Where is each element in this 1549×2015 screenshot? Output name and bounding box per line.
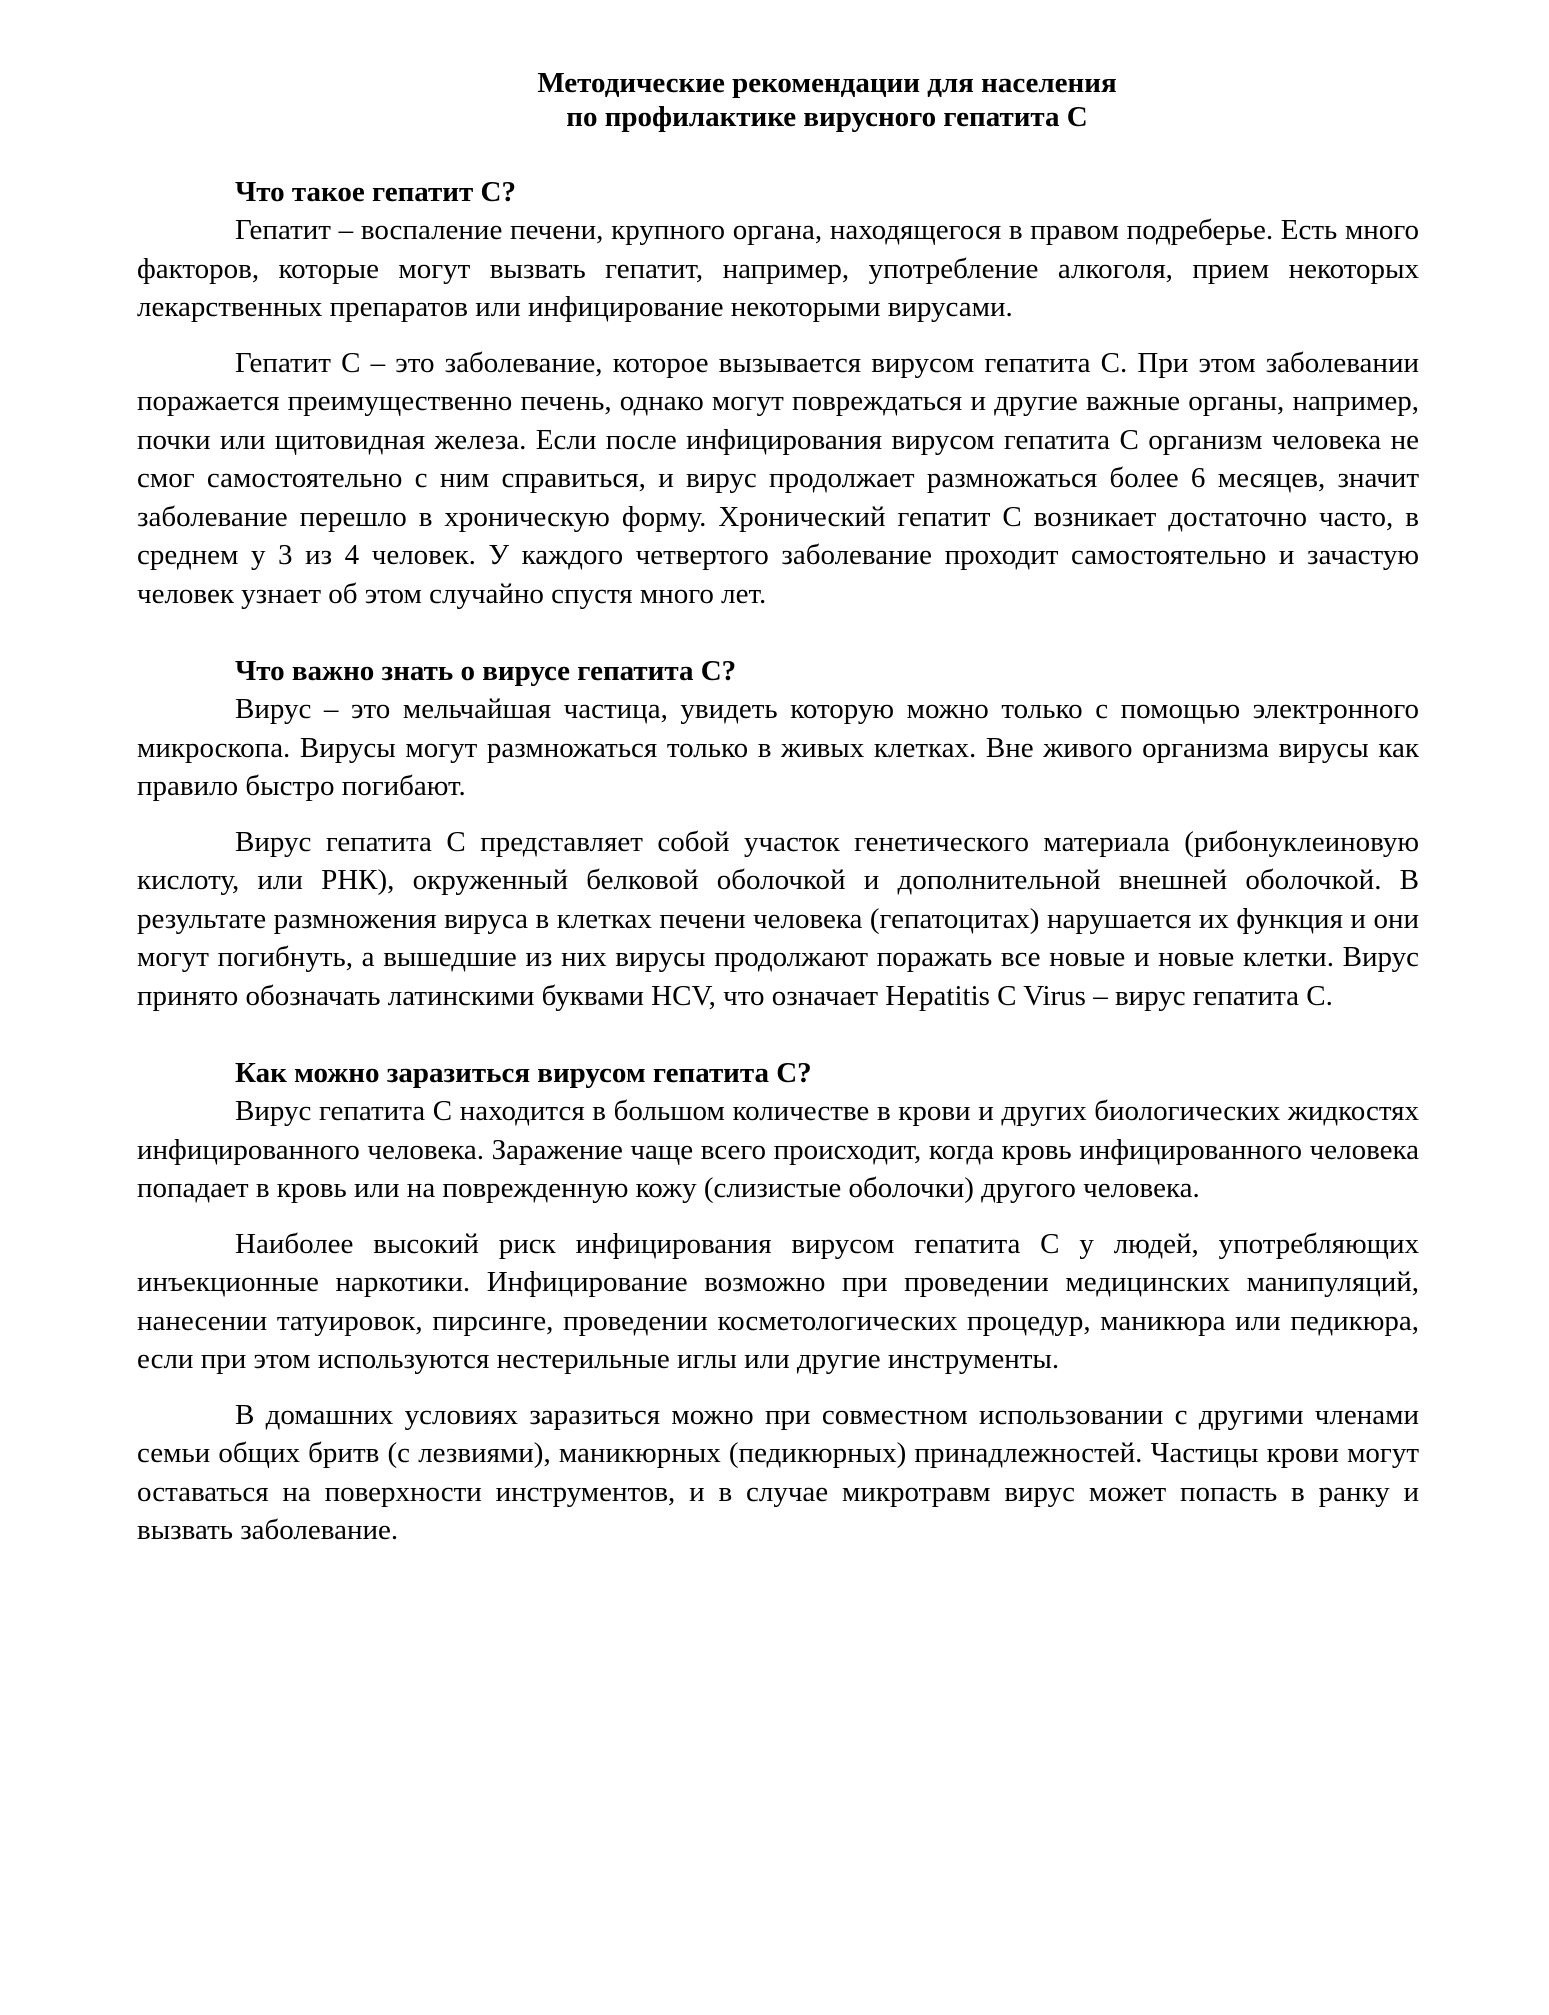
section-about-virus: [137, 652, 1419, 1015]
title-line-2: по профилактике вирусного гепатита С: [566, 101, 1088, 133]
paragraph: В домашних условиях заразиться можно при совместном использовании с другими членами семьи общих бритв (с лезвиями), маникюрных (педикюрных) принадлежностей. Частицы крови могут оставаться на поверхности инструментов, и в случае микротравм вирус может попасть в ранку и вызвать заболевание.: [137, 1398, 1419, 1546]
paragraph: Гепатит – воспаление печени, крупного органа, находящегося в правом подреберье. Есть много факторов, которые могут вызвать гепатит, например, употребление алкоголя, прием некоторых лекарственных препаратов или инфицирование некоторыми вирусами.: [137, 214, 1419, 323]
section-what-is-hepatitis-c: [137, 173, 1419, 613]
section-how-infected: [137, 1054, 1419, 1550]
section-heading: Как можно заразиться вирусом гепатита С?: [235, 1057, 812, 1089]
paragraph: Вирус гепатита С представляет собой участок генетического материала (рибонуклеиновую кислоту, или РНК), окруженный белковой оболочкой и дополнительной внешней оболочкой. В результате размножения вируса в клетках печени человека (гепатоцитах) нарушается их функция и они могут погибнуть, а вышедшие из них вирусы продолжают поражать все новые и новые клетки. Вирус принято обозначать латинскими буквами HCV, что означает Hepatitis C Virus – вирус гепатита С.: [137, 825, 1419, 1012]
title-line-1: Методические рекомендации для населения: [537, 67, 1117, 99]
section-heading: Что важно знать о вирусе гепатита С?: [235, 655, 737, 687]
paragraph: Гепатит С – это заболевание, которое вызывается вирусом гепатита С. При этом заболевании поражается преимущественно печень, однако могут повреждаться и другие важные органы, например, почки или щитовидная железа. Если после инфицирования вирусом гепатита С организм человека не смог самостоятельно с ним справиться, и вирус продолжает размножаться более 6 месяцев, значит заболевание перешло в хроническую форму. Хронический гепатит С возникает достаточно часто, в среднем у 3 из 4 человек. У каждого четвертого заболевание проходит самостоятельно и зачастую человек узнает об этом случайно спустя много лет.: [137, 346, 1419, 610]
paragraph: Вирус – это мельчайшая частица, увидеть которую можно только с помощью электронного микроскопа. Вирусы могут размножаться только в живых клетках. Вне живого организма вирусы как правило быстро погибают.: [137, 693, 1419, 802]
document-title: [137, 66, 1419, 134]
section-heading: Что такое гепатит С?: [235, 176, 516, 208]
paragraph: Наиболее высокий риск инфицирования вирусом гепатита С у людей, употребляющих инъекционные наркотики. Инфицирование возможно при проведении медицинских манипуляций, нанесении татуировок, пирсинге, проведении косметологических процедур, маникюра или педикюра, если при этом используются нестерильные иглы или другие инструменты.: [137, 1227, 1419, 1375]
document-page: [137, 66, 1419, 1550]
paragraph: Вирус гепатита С находится в большом количестве в крови и других биологических жидкостях инфицированного человека. Заражение чаще всего происходит, когда кровь инфицированного человека попадает в кровь или на поврежденную кожу (слизистые оболочки) другого человека.: [137, 1095, 1419, 1204]
